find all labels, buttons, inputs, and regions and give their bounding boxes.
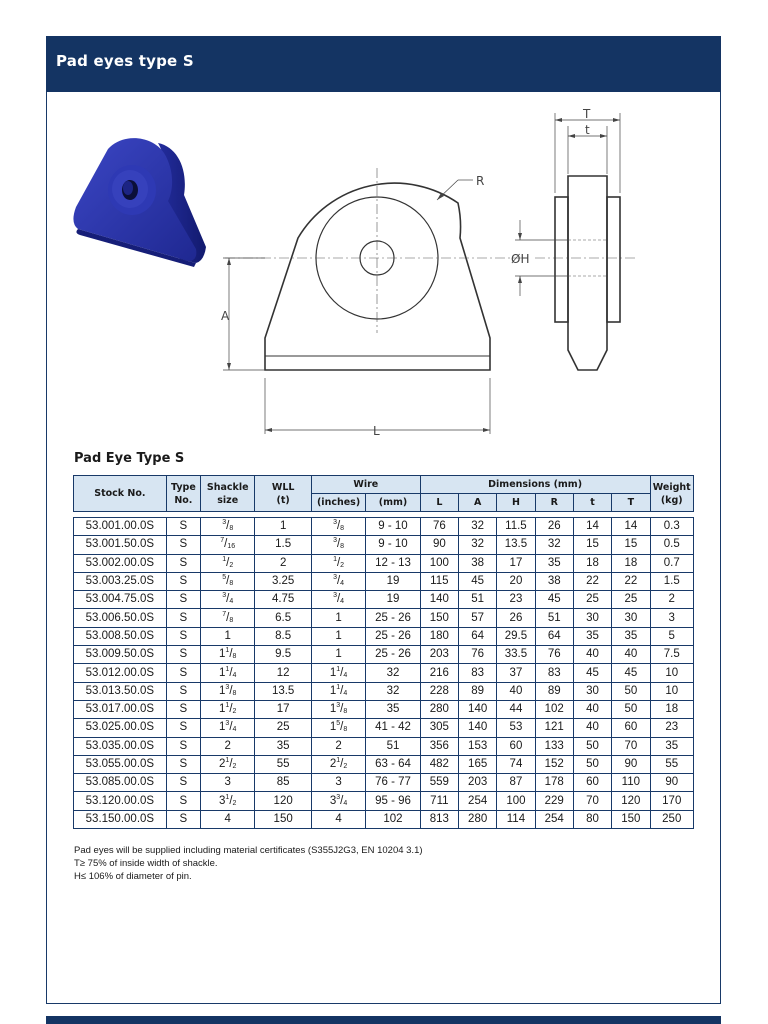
- cell-wll: 9.5: [255, 646, 311, 664]
- cell-dim-T: 60: [612, 719, 650, 737]
- cell-shackle-size: $2^1/_2$: [201, 755, 255, 773]
- table-row: [74, 646, 694, 664]
- cell-stock-no: 53.008.50.0S: [74, 627, 167, 645]
- cell-dim-A: 280: [459, 810, 497, 828]
- table-row: [74, 609, 694, 627]
- cell-type: S: [166, 609, 200, 627]
- cell-stock-no: 53.012.00.0S: [74, 664, 167, 682]
- cell-dim-L: 813: [420, 810, 458, 828]
- cell-wire-inches: $^3/_4$: [311, 591, 365, 609]
- cell-stock-no: 53.013.50.0S: [74, 682, 167, 700]
- note-T-rule: T≥ 75% of inside width of shackle.: [74, 858, 218, 869]
- cell-dim-t: 70: [573, 792, 611, 810]
- cell-shackle-size: $1^1/_8$: [201, 646, 255, 664]
- cell-dim-H: 60: [497, 737, 535, 755]
- cell-dim-H: 29.5: [497, 627, 535, 645]
- cell-dim-t: 60: [573, 774, 611, 792]
- cell-wire-mm: 9 - 10: [366, 518, 420, 536]
- cell-stock-no: 53.017.00.0S: [74, 700, 167, 718]
- table-row: [74, 755, 694, 773]
- cell-dim-A: 32: [459, 518, 497, 536]
- cell-dim-T: 150: [612, 810, 650, 828]
- cell-wire-mm: 102: [366, 810, 420, 828]
- cell-weight: 1.5: [650, 572, 693, 590]
- cell-dim-A: 64: [459, 627, 497, 645]
- cell-dim-T: 50: [612, 700, 650, 718]
- cell-wll: 3.25: [255, 572, 311, 590]
- cell-dim-H: 17: [497, 554, 535, 572]
- dim-label-T: T: [583, 108, 591, 121]
- cell-stock-no: 53.006.50.0S: [74, 609, 167, 627]
- col-dim-A: A: [459, 494, 497, 512]
- cell-type: S: [166, 554, 200, 572]
- table-row: [74, 719, 694, 737]
- col-dim-t: t: [573, 494, 611, 512]
- cell-stock-no: 53.009.50.0S: [74, 646, 167, 664]
- cell-dim-R: 229: [535, 792, 573, 810]
- cell-wire-mm: 76 - 77: [366, 774, 420, 792]
- cell-weight: 170: [650, 792, 693, 810]
- cell-dim-R: 152: [535, 755, 573, 773]
- cell-dim-T: 25: [612, 591, 650, 609]
- cell-wire-inches: $1^5/_8$: [311, 719, 365, 737]
- cell-wire-mm: 51: [366, 737, 420, 755]
- table-row: [74, 737, 694, 755]
- cell-weight: 5: [650, 627, 693, 645]
- cell-dim-t: 30: [573, 682, 611, 700]
- cell-wire-inches: $1^3/_8$: [311, 700, 365, 718]
- cell-dim-R: 89: [535, 682, 573, 700]
- col-dimensions: Dimensions (mm): [420, 476, 650, 494]
- table-row: [74, 518, 694, 536]
- cell-weight: 10: [650, 682, 693, 700]
- cell-type: S: [166, 664, 200, 682]
- cell-dim-L: 482: [420, 755, 458, 773]
- cell-dim-T: 22: [612, 572, 650, 590]
- cell-dim-L: 356: [420, 737, 458, 755]
- cell-wire-inches: $1^1/_4$: [311, 682, 365, 700]
- cell-wll: 6.5: [255, 609, 311, 627]
- cell-dim-A: 203: [459, 774, 497, 792]
- cell-dim-L: 115: [420, 572, 458, 590]
- cell-shackle-size: $^7/_{16}$: [201, 536, 255, 554]
- cell-dim-t: 40: [573, 719, 611, 737]
- table-row: [74, 792, 694, 810]
- table-row: [74, 682, 694, 700]
- cell-shackle-size: $1^1/_2$: [201, 700, 255, 718]
- cell-type: S: [166, 755, 200, 773]
- cell-type: S: [166, 700, 200, 718]
- cell-weight: 10: [650, 664, 693, 682]
- dim-label-t: t: [585, 123, 590, 137]
- cell-type: S: [166, 682, 200, 700]
- cell-dim-R: 26: [535, 518, 573, 536]
- cell-wll: 8.5: [255, 627, 311, 645]
- cell-shackle-size: $^1/_2$: [201, 554, 255, 572]
- cell-stock-no: 53.025.00.0S: [74, 719, 167, 737]
- cell-wll: 25: [255, 719, 311, 737]
- cell-type: S: [166, 774, 200, 792]
- col-dim-R: R: [535, 494, 573, 512]
- note-H-rule: H≤ 106% of diameter of pin.: [74, 871, 192, 882]
- col-weight: Weight (kg): [650, 476, 693, 512]
- cell-weight: 55: [650, 755, 693, 773]
- cell-shackle-size: $1^1/_4$: [201, 664, 255, 682]
- cell-dim-L: 180: [420, 627, 458, 645]
- cell-dim-L: 203: [420, 646, 458, 664]
- cell-dim-t: 15: [573, 536, 611, 554]
- cell-weight: 23: [650, 719, 693, 737]
- cell-wll: 55: [255, 755, 311, 773]
- pad-eye-product-image: [70, 135, 215, 270]
- table-row: [74, 810, 694, 828]
- cell-weight: 0.7: [650, 554, 693, 572]
- cell-dim-t: 35: [573, 627, 611, 645]
- col-dim-T: T: [612, 494, 650, 512]
- cell-dim-A: 57: [459, 609, 497, 627]
- table-row: [74, 572, 694, 590]
- cell-dim-t: 40: [573, 700, 611, 718]
- page-header: [46, 36, 721, 92]
- cell-stock-no: 53.120.00.0S: [74, 792, 167, 810]
- cell-dim-T: 18: [612, 554, 650, 572]
- cell-stock-no: 53.003.25.0S: [74, 572, 167, 590]
- notes: [74, 844, 423, 883]
- cell-wll: 120: [255, 792, 311, 810]
- cell-type: S: [166, 572, 200, 590]
- cell-wire-mm: 12 - 13: [366, 554, 420, 572]
- cell-dim-L: 711: [420, 792, 458, 810]
- cell-stock-no: 53.001.50.0S: [74, 536, 167, 554]
- col-stock-no: Stock No.: [74, 476, 167, 512]
- cell-type: S: [166, 646, 200, 664]
- cell-dim-R: 178: [535, 774, 573, 792]
- cell-dim-R: 35: [535, 554, 573, 572]
- cell-type: S: [166, 737, 200, 755]
- cell-dim-H: 37: [497, 664, 535, 682]
- cell-dim-A: 38: [459, 554, 497, 572]
- cell-dim-L: 76: [420, 518, 458, 536]
- cell-dim-R: 102: [535, 700, 573, 718]
- cell-stock-no: 53.150.00.0S: [74, 810, 167, 828]
- cell-dim-L: 216: [420, 664, 458, 682]
- cell-dim-A: 153: [459, 737, 497, 755]
- cell-weight: 0.5: [650, 536, 693, 554]
- col-dim-H: H: [497, 494, 535, 512]
- cell-dim-H: 53: [497, 719, 535, 737]
- cell-dim-A: 32: [459, 536, 497, 554]
- note-certificates: Pad eyes will be supplied including material certificates (S355J2G3, EN 10204 3.1): [74, 845, 423, 856]
- cell-weight: 35: [650, 737, 693, 755]
- cell-dim-t: 50: [573, 737, 611, 755]
- cell-wire-inches: 1: [311, 609, 365, 627]
- cell-stock-no: 53.001.00.0S: [74, 518, 167, 536]
- cell-wire-mm: 95 - 96: [366, 792, 420, 810]
- cell-wire-inches: 2: [311, 737, 365, 755]
- cell-wire-mm: 32: [366, 682, 420, 700]
- cell-dim-T: 70: [612, 737, 650, 755]
- cell-dim-T: 15: [612, 536, 650, 554]
- cell-shackle-size: $^5/_8$: [201, 572, 255, 590]
- cell-shackle-size: $3^1/_2$: [201, 792, 255, 810]
- col-dim-L: L: [420, 494, 458, 512]
- table-row: [74, 591, 694, 609]
- cell-shackle-size: $1^3/_4$: [201, 719, 255, 737]
- table-row: [74, 554, 694, 572]
- cell-wll: 2: [255, 554, 311, 572]
- cell-type: S: [166, 518, 200, 536]
- cell-dim-H: 13.5: [497, 536, 535, 554]
- cell-wire-mm: 25 - 26: [366, 646, 420, 664]
- cell-wll: 13.5: [255, 682, 311, 700]
- cell-stock-no: 53.035.00.0S: [74, 737, 167, 755]
- cell-dim-A: 45: [459, 572, 497, 590]
- cell-dim-t: 50: [573, 755, 611, 773]
- cell-shackle-size: 1: [201, 627, 255, 645]
- table-title: Pad Eye Type S: [74, 451, 185, 466]
- cell-dim-H: 44: [497, 700, 535, 718]
- cell-type: S: [166, 810, 200, 828]
- cell-dim-H: 20: [497, 572, 535, 590]
- cell-stock-no: 53.004.75.0S: [74, 591, 167, 609]
- cell-dim-T: 110: [612, 774, 650, 792]
- cell-wll: 17: [255, 700, 311, 718]
- cell-shackle-size: 2: [201, 737, 255, 755]
- cell-dim-A: 254: [459, 792, 497, 810]
- cell-dim-t: 80: [573, 810, 611, 828]
- dim-label-L: L: [373, 424, 380, 438]
- cell-wire-mm: 9 - 10: [366, 536, 420, 554]
- cell-shackle-size: $1^3/_8$: [201, 682, 255, 700]
- cell-dim-H: 40: [497, 682, 535, 700]
- cell-dim-T: 35: [612, 627, 650, 645]
- cell-dim-T: 14: [612, 518, 650, 536]
- cell-dim-H: 11.5: [497, 518, 535, 536]
- cell-wire-mm: 25 - 26: [366, 627, 420, 645]
- pad-eye-spec-table: [73, 475, 694, 829]
- cell-wll: 150: [255, 810, 311, 828]
- col-wire-mm: (mm): [366, 494, 420, 512]
- cell-dim-t: 22: [573, 572, 611, 590]
- cell-shackle-size: $^7/_8$: [201, 609, 255, 627]
- cell-dim-T: 40: [612, 646, 650, 664]
- col-shackle-size: Shackle size: [201, 476, 255, 512]
- cell-dim-H: 87: [497, 774, 535, 792]
- cell-wll: 35: [255, 737, 311, 755]
- cell-dim-R: 51: [535, 609, 573, 627]
- col-wll: WLL (t): [255, 476, 311, 512]
- cell-wire-inches: $^3/_8$: [311, 536, 365, 554]
- front-view-outline: [265, 183, 490, 370]
- col-type-no: Type No.: [166, 476, 200, 512]
- cell-dim-A: 140: [459, 700, 497, 718]
- cell-dim-H: 100: [497, 792, 535, 810]
- cell-wire-mm: 41 - 42: [366, 719, 420, 737]
- cell-wire-inches: $2^1/_2$: [311, 755, 365, 773]
- dim-label-A: A: [221, 309, 230, 323]
- cell-weight: 3: [650, 609, 693, 627]
- cell-weight: 18: [650, 700, 693, 718]
- table-row: [74, 700, 694, 718]
- cell-wire-inches: 1: [311, 627, 365, 645]
- dim-label-H: ØH: [511, 252, 530, 266]
- cell-dim-R: 45: [535, 591, 573, 609]
- dim-label-R: R: [476, 174, 485, 188]
- cell-dim-t: 40: [573, 646, 611, 664]
- cell-dim-T: 30: [612, 609, 650, 627]
- cell-dim-H: 74: [497, 755, 535, 773]
- cell-wire-inches: $^3/_8$: [311, 518, 365, 536]
- cell-dim-A: 165: [459, 755, 497, 773]
- cell-shackle-size: 3: [201, 774, 255, 792]
- cell-dim-A: 51: [459, 591, 497, 609]
- cell-dim-R: 254: [535, 810, 573, 828]
- table-row: [74, 774, 694, 792]
- cell-dim-R: 121: [535, 719, 573, 737]
- cell-shackle-size: 4: [201, 810, 255, 828]
- cell-dim-T: 45: [612, 664, 650, 682]
- cell-wire-mm: 63 - 64: [366, 755, 420, 773]
- cell-wire-inches: $^1/_2$: [311, 554, 365, 572]
- cell-dim-H: 26: [497, 609, 535, 627]
- cell-stock-no: 53.002.00.0S: [74, 554, 167, 572]
- cell-dim-L: 280: [420, 700, 458, 718]
- cell-dim-L: 150: [420, 609, 458, 627]
- cell-dim-L: 228: [420, 682, 458, 700]
- cell-wll: 4.75: [255, 591, 311, 609]
- cell-dim-T: 120: [612, 792, 650, 810]
- cell-dim-L: 305: [420, 719, 458, 737]
- cell-stock-no: 53.055.00.0S: [74, 755, 167, 773]
- cell-dim-t: 14: [573, 518, 611, 536]
- cell-dim-R: 133: [535, 737, 573, 755]
- cell-wll: 85: [255, 774, 311, 792]
- cell-wll: 12: [255, 664, 311, 682]
- cell-dim-T: 50: [612, 682, 650, 700]
- cell-weight: 250: [650, 810, 693, 828]
- cell-dim-A: 140: [459, 719, 497, 737]
- cell-wire-inches: $1^1/_4$: [311, 664, 365, 682]
- cell-dim-R: 38: [535, 572, 573, 590]
- cell-dim-A: 83: [459, 664, 497, 682]
- cell-type: S: [166, 591, 200, 609]
- cell-type: S: [166, 792, 200, 810]
- cell-weight: 7.5: [650, 646, 693, 664]
- cell-dim-H: 23: [497, 591, 535, 609]
- cell-weight: 0.3: [650, 518, 693, 536]
- col-wire-inches: (inches): [311, 494, 365, 512]
- cell-type: S: [166, 719, 200, 737]
- cell-wire-inches: 1: [311, 646, 365, 664]
- col-wire: Wire: [311, 476, 420, 494]
- cell-dim-L: 559: [420, 774, 458, 792]
- cell-dim-L: 100: [420, 554, 458, 572]
- cell-wire-inches: 3: [311, 774, 365, 792]
- table-row: [74, 664, 694, 682]
- cell-wire-mm: 19: [366, 572, 420, 590]
- side-view-outline: [568, 176, 607, 370]
- cell-weight: 90: [650, 774, 693, 792]
- cell-type: S: [166, 627, 200, 645]
- page-title: Pad eyes type S: [56, 52, 194, 70]
- table-row: [74, 536, 694, 554]
- cell-wll: 1.5: [255, 536, 311, 554]
- cell-wire-mm: 25 - 26: [366, 609, 420, 627]
- cell-wire-mm: 19: [366, 591, 420, 609]
- cell-dim-t: 30: [573, 609, 611, 627]
- cell-dim-H: 33.5: [497, 646, 535, 664]
- cell-dim-R: 83: [535, 664, 573, 682]
- cell-dim-A: 76: [459, 646, 497, 664]
- cell-dim-R: 64: [535, 627, 573, 645]
- cell-type: S: [166, 536, 200, 554]
- cell-weight: 2: [650, 591, 693, 609]
- cell-dim-T: 90: [612, 755, 650, 773]
- cell-dim-L: 140: [420, 591, 458, 609]
- cell-dim-A: 89: [459, 682, 497, 700]
- cell-wire-inches: 4: [311, 810, 365, 828]
- cell-dim-t: 45: [573, 664, 611, 682]
- cell-dim-t: 18: [573, 554, 611, 572]
- table-row: [74, 627, 694, 645]
- cell-wire-mm: 35: [366, 700, 420, 718]
- cell-wire-mm: 32: [366, 664, 420, 682]
- cell-shackle-size: $^3/_4$: [201, 591, 255, 609]
- cell-dim-H: 114: [497, 810, 535, 828]
- cell-dim-L: 90: [420, 536, 458, 554]
- cell-dim-R: 32: [535, 536, 573, 554]
- cell-dim-R: 76: [535, 646, 573, 664]
- cell-shackle-size: $^3/_8$: [201, 518, 255, 536]
- cell-stock-no: 53.085.00.0S: [74, 774, 167, 792]
- cell-wll: 1: [255, 518, 311, 536]
- cell-wire-inches: $3^3/_4$: [311, 792, 365, 810]
- technical-drawing: [215, 108, 655, 443]
- cell-wire-inches: $^3/_4$: [311, 572, 365, 590]
- cell-dim-t: 25: [573, 591, 611, 609]
- footer-bar: [46, 1016, 721, 1024]
